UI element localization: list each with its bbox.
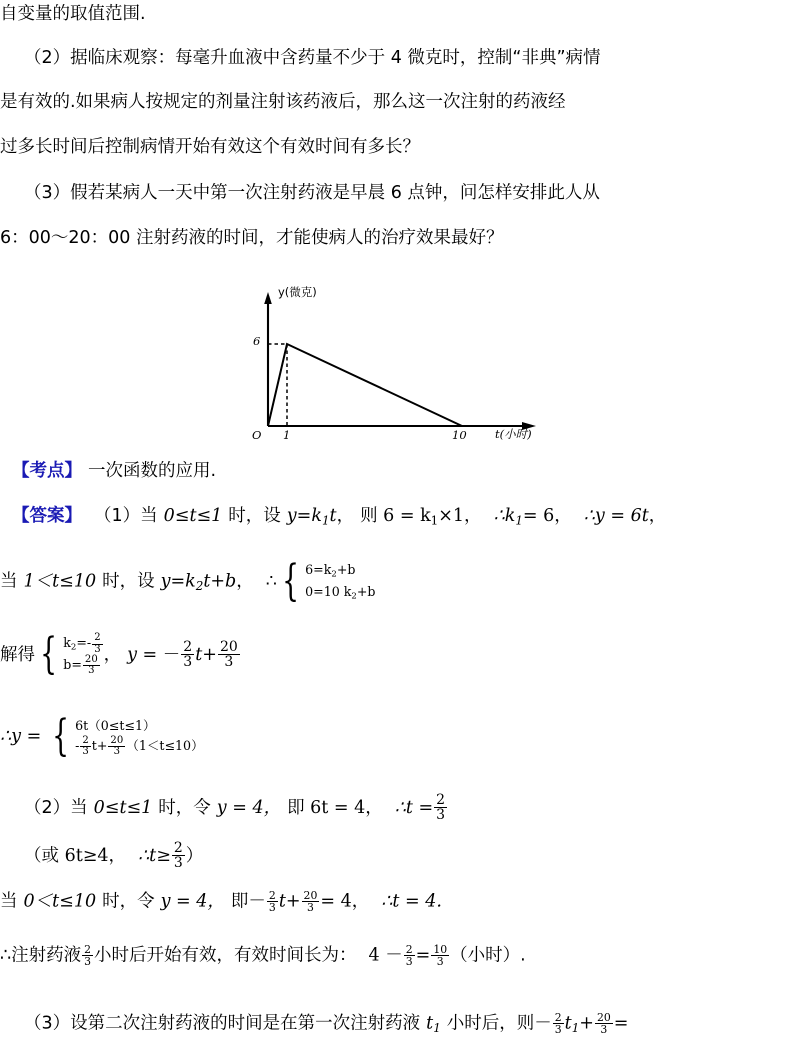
kaodian-text: 一次函数的应用. xyxy=(88,461,217,481)
solve-result-t: t xyxy=(195,644,203,665)
b2-alt-t: ∴t≥ xyxy=(138,846,171,867)
text-run: 过多长时间后控制病情开始有效这个有效时间有多长？ xyxy=(0,137,420,157)
text-run: 2 xyxy=(351,591,357,602)
answer-4-line xyxy=(0,1012,794,1035)
kaodian-label: 【考点】 xyxy=(12,461,82,481)
a1-tail-comma: ， xyxy=(648,506,667,526)
fraction xyxy=(434,793,447,823)
a2-prefix: 当 xyxy=(0,571,18,592)
solve-comma: ， xyxy=(103,644,122,665)
b3-shi: 时，令 xyxy=(102,891,155,912)
piecewise-prefix: ∴y = xyxy=(0,726,47,747)
a1-k1-sub: 1 xyxy=(515,513,523,528)
text-run: t+ xyxy=(91,737,108,753)
fraction xyxy=(553,1012,564,1035)
b2-alt-close: ） xyxy=(185,846,204,867)
piecewise-row-2 xyxy=(75,736,204,758)
y-axis-arrowhead xyxy=(264,292,272,304)
a1-eq-t: t xyxy=(329,506,337,526)
x-tick-label-1: 1 xyxy=(283,428,291,442)
b2-ji: 即 6t = 4， xyxy=(287,798,383,819)
left-brace-icon: { xyxy=(51,711,69,762)
system-row-1 xyxy=(305,560,375,582)
fraction xyxy=(218,640,240,670)
a1-ze: 则 6 = k xyxy=(360,506,431,526)
b3-eq4: = 4， xyxy=(320,891,370,912)
b2-shi: 时，令 xyxy=(158,798,211,819)
solve-result-plus: + xyxy=(202,644,217,665)
b2-y4: y = 4， xyxy=(216,798,282,819)
numerator: 2 xyxy=(436,792,446,808)
left-brace-icon: { xyxy=(40,629,58,680)
text-run: =- xyxy=(76,635,92,650)
y-axis-label: y(微克) xyxy=(278,285,317,299)
b4-eq: = xyxy=(613,1013,629,1034)
fraction xyxy=(181,640,194,670)
text-run: b= xyxy=(63,656,82,672)
x-tick-label-10: 10 xyxy=(452,428,467,442)
denominator: 3 xyxy=(218,654,240,669)
numerator: 2 xyxy=(183,638,193,655)
text-run: （2）据临床观察：每毫升血液中含药量不少于 4 微克时，控制 xyxy=(24,48,513,68)
denominator: 3 xyxy=(595,1023,613,1035)
text-run: 自变量的取值范围. xyxy=(0,4,146,24)
paragraph-line-1 xyxy=(0,6,794,24)
daan-label: 【答案】 xyxy=(12,506,82,526)
conclusion-line xyxy=(0,944,794,967)
text-run: +b xyxy=(336,562,356,577)
a1-eq-sub: 1 xyxy=(321,513,330,528)
denominator: 3 xyxy=(83,665,100,676)
numerator: 20 xyxy=(219,638,238,655)
fraction xyxy=(302,890,320,913)
numerator: 2 xyxy=(554,1011,562,1024)
numerator: 20 xyxy=(84,654,98,666)
denominator: 3 xyxy=(108,746,125,757)
b2-alt-open: （或 6t≥4， xyxy=(24,846,127,867)
numerator: 2 xyxy=(268,889,276,902)
kaodian-line xyxy=(0,463,794,481)
problem-q2-line-1 xyxy=(0,50,794,68)
answer-2-alternative xyxy=(0,841,794,871)
b3-t: t xyxy=(278,891,286,912)
concl-c: 4 － xyxy=(368,945,403,966)
text-run: 6：00～20：00 注射药液的时间，才能使病人的治疗效果最好？ xyxy=(0,228,504,248)
function-graph-figure xyxy=(236,286,556,448)
a1-ze-rest: ×1， xyxy=(438,506,482,526)
b4-t-sub: 1 xyxy=(571,1020,580,1035)
a2-eq-sub: 2 xyxy=(195,578,204,593)
piecewise-line xyxy=(0,711,794,762)
fraction xyxy=(595,1012,613,1035)
solution-brace-group xyxy=(35,629,104,680)
text-run: 2 xyxy=(70,642,77,653)
denominator: 3 xyxy=(302,901,320,913)
solve-result-y: y = xyxy=(127,644,163,665)
text-run: （3）假若某病人一天中第一次注射药液是早晨 6 点钟，问怎样安排此人从 xyxy=(24,183,600,203)
denominator: 3 xyxy=(554,1023,562,1037)
fraction xyxy=(83,655,100,677)
fraction xyxy=(431,944,449,967)
fraction xyxy=(108,736,125,758)
daan-line-1 xyxy=(0,508,794,527)
a1-k1: ∴k xyxy=(493,506,516,526)
b3-plus: + xyxy=(285,891,301,912)
b2-prefix: （2）当 xyxy=(24,798,88,819)
problem-q3-line-1 xyxy=(0,185,794,203)
a1-prefix: （1）当 xyxy=(94,506,158,526)
denominator: 3 xyxy=(268,901,276,915)
piecewise-row-1 xyxy=(75,716,204,736)
b3-range: 0＜t≤10 xyxy=(23,891,97,912)
text-run: 6t（0≤t≤1） xyxy=(75,718,156,733)
fraction xyxy=(92,633,102,655)
solve-label: 解得 xyxy=(0,644,35,665)
text-run: +b xyxy=(356,583,376,599)
x-axis-label: t(小时) xyxy=(495,427,532,441)
fraction xyxy=(267,890,278,913)
a1-eq-y: y xyxy=(286,506,297,526)
fraction xyxy=(80,736,90,758)
numerator: 20 xyxy=(596,1011,611,1024)
b4-t1: t xyxy=(426,1013,434,1034)
text-run: 病情 xyxy=(565,48,601,68)
text-run: 0=10 k xyxy=(305,583,352,599)
concl-e: （小时）. xyxy=(450,945,526,966)
a2-eq: y=k xyxy=(160,571,196,592)
numerator: 2 xyxy=(405,943,413,956)
numerator: 20 xyxy=(303,889,318,902)
denominator: 3 xyxy=(183,654,193,671)
a1-shi: 时，设 xyxy=(228,506,281,526)
text-run: k xyxy=(63,635,71,650)
numerator: 10 xyxy=(433,943,448,956)
numerator: 2 xyxy=(173,840,183,856)
text-run: 2 xyxy=(331,569,337,580)
a2-range: 1＜t≤10 xyxy=(23,571,97,592)
system-of-equations xyxy=(277,556,376,607)
solution-row-2 xyxy=(63,655,103,677)
daan-line-2 xyxy=(0,556,794,607)
a2-therefore: ∴ xyxy=(265,571,277,592)
piecewise-linear-chart xyxy=(236,286,556,448)
problem-q2-line-3 xyxy=(0,139,794,157)
b4-t: t xyxy=(564,1013,572,1034)
text-run: （1＜t≤10） xyxy=(126,737,204,753)
fraction xyxy=(82,944,93,967)
a1-ze-sub: 1 xyxy=(430,513,439,528)
numerator: 2 xyxy=(84,943,92,956)
concl-a: ∴注射药液 xyxy=(0,945,82,966)
piecewise-brace-group xyxy=(47,711,204,762)
denominator: 3 xyxy=(173,855,183,872)
solution-row-1 xyxy=(63,633,103,655)
problem-q2-line-2 xyxy=(0,94,794,112)
y-tick-label-6: 6 xyxy=(253,334,261,348)
denominator: 3 xyxy=(84,955,92,969)
text-run-quoted: “非典” xyxy=(512,48,566,68)
a1-k1-val: = 6， xyxy=(522,506,572,526)
data-polyline xyxy=(268,344,462,426)
numerator: 2 xyxy=(94,632,101,644)
denominator: 3 xyxy=(436,807,446,824)
numerator: 20 xyxy=(110,734,124,746)
a1-range: 0≤t≤1 xyxy=(163,506,223,526)
answer-3-line xyxy=(0,890,794,913)
b3-y4: y = 4， xyxy=(160,891,225,912)
b3-result: ∴t = 4. xyxy=(381,891,442,912)
a1-eq-rest: =k xyxy=(296,506,322,526)
fraction xyxy=(172,841,185,871)
left-brace-icon: { xyxy=(282,556,299,607)
denominator: 3 xyxy=(431,955,449,967)
text-run: 是有效的.如果病人按规定的剂量注射该药液后，那么这一次注射的药液经 xyxy=(0,92,566,112)
concl-b: 小时后开始有效，有效时间长为： xyxy=(94,945,357,966)
fraction xyxy=(404,944,415,967)
b3-prefix: 当 xyxy=(0,891,18,912)
b3-ji: 即－ xyxy=(230,891,266,912)
b4-plus: + xyxy=(579,1013,594,1034)
b4-b: 小时后，则－ xyxy=(446,1013,552,1034)
a1-comma: ， xyxy=(336,506,355,526)
text-run: 6=k xyxy=(305,562,332,577)
denominator: 3 xyxy=(94,643,101,655)
b4-a: （3）设第二次注射药液的时间是在第一次注射药液 xyxy=(24,1013,421,1034)
b2-t: ∴t = xyxy=(394,798,434,819)
solve-result-minus: － xyxy=(162,644,181,665)
problem-q3-line-2 xyxy=(0,230,794,248)
a2-shi: 时，设 xyxy=(102,571,155,592)
denominator: 3 xyxy=(405,955,413,969)
a2-comma: ， xyxy=(236,571,254,592)
b2-range: 0≤t≤1 xyxy=(93,798,153,819)
answer-2-line-1 xyxy=(0,793,794,823)
system-row-2 xyxy=(305,582,375,604)
b4-t1-sub: 1 xyxy=(433,1020,441,1035)
denominator: 3 xyxy=(82,746,89,758)
text-run: - xyxy=(75,737,80,753)
solve-line xyxy=(0,629,794,680)
a1-y-result: ∴y = 6t xyxy=(583,506,649,526)
concl-d: = xyxy=(415,945,431,966)
origin-label: O xyxy=(252,428,262,442)
numerator: 2 xyxy=(82,734,89,746)
a2-eq-rest: t+b xyxy=(203,571,237,592)
